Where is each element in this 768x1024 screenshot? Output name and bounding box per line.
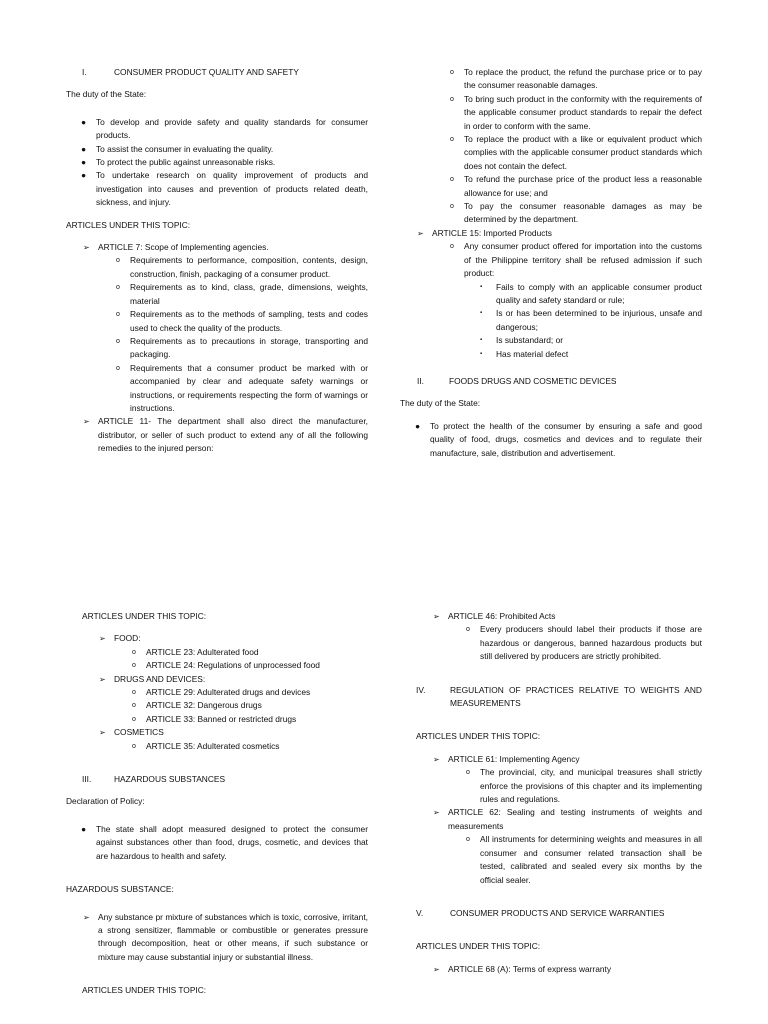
sub-item: o ARTICLE 32: Dangerous drugs — [114, 699, 368, 712]
sub-item: o To refund the purchase price of the product less a reasonable allowance for use; and — [450, 174, 702, 198]
circle-marker: o — [450, 176, 454, 184]
circle-marker: o — [450, 95, 454, 103]
circle-marker: o — [450, 243, 454, 251]
sub-item: o To bring such product in the conformity with the requirements of the applicable consumer product standards to repair the defect in order to conform with the same. — [450, 93, 702, 131]
sub-item: o Requirements as to kind, class, grade, dimensions, weights, material — [116, 282, 368, 306]
definition-list — [66, 911, 368, 965]
sub-item: o To replace the product with a like or equivalent product which complies with the applicable consumer product standards which does not contain the defect. — [450, 134, 702, 171]
circle-marker: o — [132, 689, 136, 697]
category-cosmetics: ➢ COSMETICS o ARTICLE 35: Adulterated cosmetics — [82, 726, 368, 753]
bullet-marker: ● — [81, 170, 87, 181]
circle-marker: o — [450, 136, 454, 144]
duty-list — [400, 420, 702, 460]
section-title: REGULATION OF PRACTICES RELATIVE TO WEIGHTS AND MEASUREMENTS — [450, 684, 702, 709]
circle-marker: o — [116, 337, 120, 345]
square-marker: ▪ — [480, 310, 483, 317]
arrow-marker: ➢ — [83, 417, 90, 427]
right-column-top — [400, 66, 702, 460]
section-number: V. — [416, 907, 424, 918]
duty-list — [66, 116, 368, 210]
sub-item: o The provincial, city, and municipal treasures shall strictly enforce the provisions of this chapter and its implementing rules and regulations. — [466, 767, 702, 805]
left-column-top — [66, 66, 368, 456]
articles-heading: ARTICLES UNDER THIS TOPIC: — [416, 941, 541, 952]
article-sublist — [448, 766, 702, 806]
category-sublist — [114, 646, 368, 673]
list-item: ● The state shall adopt measured designed to protect the consumer against substances other than food, drugs, cosmetic, and devices that are hazardous to health and safety. — [81, 823, 368, 861]
section-number: IV. — [416, 684, 426, 695]
article-list — [400, 610, 702, 664]
articles-heading: ARTICLES UNDER THIS TOPIC: — [82, 611, 207, 621]
circle-marker: o — [466, 626, 470, 634]
bullet-marker: ● — [81, 823, 87, 834]
article-item: ➢ ARTICLE 46: Prohibited Acts o Every producers should label their products if those are hazardous or dangerous, banned hazardous products but still delivered by producers are strictly prohibited. — [416, 610, 702, 664]
article-list — [400, 963, 702, 976]
hazardous-heading: HAZARDOUS SUBSTANCE: — [66, 884, 174, 895]
section-heading-4 — [400, 684, 702, 711]
section-number: III. — [82, 774, 92, 785]
sub-item: o Requirements as to the methods of sampling, tests and codes used to check the quality of the products. — [116, 309, 368, 333]
bullet-marker: ● — [81, 116, 87, 127]
circle-marker: o — [132, 662, 136, 670]
bullet-marker: ● — [81, 157, 87, 168]
arrow-marker: ➢ — [433, 808, 440, 818]
article-list — [400, 753, 702, 887]
section-title: FOODS DRUGS AND COSMETIC DEVICES — [449, 375, 617, 386]
article-item: ➢ ARTICLE 11- The department shall also direct the manufacturer, distributor, or seller of such product to extend any of all the following remedies to the injured person: — [83, 416, 368, 454]
article-sublist — [98, 254, 368, 415]
sub-item: o To pay the consumer reasonable damages as may be determined by the department. — [450, 201, 702, 225]
article-sublist — [448, 623, 702, 663]
article-item: ➢ ARTICLE 62: Sealing and testing instruments of weights and measurements o All instruments for determining weights and measures in all consumer and consumer related transaction shall be tested, calibrated and sealed every six months by the official sealer. — [416, 806, 702, 886]
section-number: II. — [417, 375, 424, 386]
condition-item: ▪ Fails to comply with an applicable consumer product quality and safety standard or rule; — [480, 281, 702, 305]
category-drugs: ➢ DRUGS AND DEVICES: o ARTICLE 29: Adulterated drugs and devices o ARTICLE 32: Dangerous drugs o ARTICLE 33: Banned or restricted drugs — [82, 673, 368, 727]
circle-marker: o — [132, 742, 136, 750]
list-item: ● To assist the consumer in evaluating the quality. — [66, 143, 368, 156]
square-marker: ▪ — [480, 283, 483, 290]
arrow-marker: ➢ — [433, 964, 440, 974]
sub-item: o Any consumer product offered for importation into the customs of the Philippine territory shall be refused admission if such product: ▪ Fails to comply with an applicable consumer product quality and safety standard or rule; ▪ Is or has been determined to be injurious, unsafe and dangerous; ▪ Is substandard; or ▪ Has material defect — [432, 240, 702, 361]
square-marker: ▪ — [480, 337, 483, 344]
category-sublist — [114, 740, 368, 753]
definition-item: ➢ Any substance pr mixture of substances which is toxic, corrosive, irritant, a strong sensitizer, flammable or combustible or generates pressure through decomposition, heat or other means, if such substance or mixture may cause substantial injury or substantial illness. — [83, 911, 368, 962]
sub-item: o Requirements to performance, composition, contents, design, construction, finish, packaging of a consumer product. — [116, 255, 368, 279]
square-marker: ▪ — [480, 350, 483, 357]
bullet-marker: ● — [415, 420, 421, 431]
arrow-marker: ➢ — [99, 674, 106, 684]
article-sublist — [432, 240, 702, 361]
articles-heading: ARTICLES UNDER THIS TOPIC: — [66, 219, 191, 230]
section-heading-2 — [400, 375, 702, 388]
arrow-marker: ➢ — [433, 612, 440, 621]
arrow-marker: ➢ — [417, 228, 424, 238]
sub-item: o Requirements as to precautions in storage, transporting and packaging. — [116, 335, 368, 360]
condition-list — [464, 281, 702, 361]
bullet-marker: ● — [81, 143, 87, 154]
arrow-marker: ➢ — [433, 754, 440, 764]
sub-item: o ARTICLE 35: Adulterated cosmetics — [114, 740, 368, 753]
section-heading-1 — [66, 66, 368, 79]
sub-item: o Requirements that a consumer product be marked with or accompanied by clear and adequate safety warnings or instructions, or requirements respecting the form of warnings or instructions. — [116, 362, 368, 413]
sub-item: o ARTICLE 23: Adulterated food — [114, 646, 368, 659]
arrow-marker: ➢ — [99, 728, 106, 738]
condition-item: ▪ Is or has been determined to be injurious, unsafe and dangerous; — [480, 308, 702, 332]
circle-marker: o — [450, 203, 454, 211]
articles-heading: ARTICLES UNDER THIS TOPIC: — [416, 731, 541, 742]
article-list — [66, 241, 368, 456]
list-item: ● To develop and provide safety and quality standards for consumer products. — [81, 116, 368, 141]
sub-item: o ARTICLE 33: Banned or restricted drugs — [114, 713, 368, 726]
arrow-marker: ➢ — [83, 243, 90, 253]
circle-marker: o — [466, 836, 470, 844]
circle-marker: o — [116, 257, 120, 265]
declaration-label: Declaration of Policy: — [66, 796, 145, 807]
list-item: ● To protect the health of the consumer by ensuring a safe and good quality of food, drugs, cosmetics and devices and to regulate their manufacture, sale, distribution and advertisement. — [415, 420, 702, 458]
circle-marker: o — [132, 715, 136, 723]
circle-marker: o — [116, 364, 120, 372]
circle-marker: o — [466, 769, 470, 777]
section-title: CONSUMER PRODUCTS AND SERVICE WARRANTIES — [450, 907, 665, 918]
article-item: ➢ ARTICLE 68 (A): Terms of express warranty — [416, 963, 702, 976]
section-title: HAZARDOUS SUBSTANCES — [114, 774, 226, 785]
list-item: ● To protect the public against unreasonable risks. — [66, 156, 368, 169]
category-food: ➢ FOOD: o ARTICLE 23: Adulterated food o ARTICLE 24: Regulations of unprocessed food — [82, 632, 368, 672]
condition-item: ▪ Has material defect — [464, 348, 702, 361]
category-list — [66, 632, 368, 753]
policy-list — [66, 823, 368, 863]
circle-marker: o — [132, 648, 136, 656]
sub-item: o Every producers should label their products if those are hazardous or dangerous, banned hazardous products but still delivered by producers are strictly prohibited. — [466, 624, 702, 662]
sub-item: o All instruments for determining weights and measures in all consumer and consumer related transaction shall be tested, calibrated and sealed every six months by the official sealer. — [466, 834, 702, 885]
sub-item: o ARTICLE 29: Adulterated drugs and devices — [114, 686, 368, 699]
arrow-marker: ➢ — [83, 912, 90, 922]
article-item: ➢ ARTICLE 15: Imported Products o Any consumer product offered for importation into the customs of the Philippine territory shall be refused admission if such product: ▪ Fails to comply with an applicable consumer product quality and safety standard or rule; ▪ Is or has been determined to be injurious, unsafe and dangerous; ▪ Is substandard; or ▪ Has material defect — [400, 227, 702, 361]
article-item: ➢ ARTICLE 61: Implementing Agency o The provincial, city, and municipal treasures shall strictly enforce the provisions of this chapter and its implementing rules and regulations. — [416, 753, 702, 807]
articles-heading: ARTICLES UNDER THIS TOPIC: — [82, 985, 207, 996]
article-list — [400, 227, 702, 361]
circle-marker: o — [116, 311, 120, 319]
category-sublist — [114, 686, 368, 726]
article-item: ➢ ARTICLE 7: Scope of Implementing agencies. o Requirements to performance, composition, contents, design, construction, finish, packaging of a consumer product. o Requirements as to kind, class, grade, dimensions, weights, material o Requirements as to the methods of sampling, tests and codes used to check the quality of the products. o Requirements as to precautions in storage, transporting and packaging. o Requirements that a consumer product be marked with or accompanied by clear and adequate safety warnings or instructions, or requirements respecting the form of warnings or instructions. — [66, 241, 368, 415]
sub-item: o To replace the product, the refund the purchase price or to pay the consumer reasonable damages. — [450, 67, 702, 91]
circle-marker: o — [450, 69, 454, 76]
left-column-bottom — [66, 610, 368, 998]
section-heading-3 — [66, 773, 368, 786]
circle-marker: o — [116, 284, 120, 292]
article-sublist — [448, 833, 702, 887]
sub-item: o ARTICLE 24: Regulations of unprocessed food — [114, 659, 368, 672]
arrow-marker: ➢ — [99, 634, 106, 644]
list-item: ● To undertake research on quality improvement of products and investigation into causes and prevention of products related death, sickness, and injury. — [81, 170, 368, 208]
circle-marker: o — [132, 702, 136, 710]
section-heading-5 — [400, 907, 702, 920]
section-number: I. — [82, 67, 87, 77]
remedies-list — [400, 66, 702, 227]
condition-item: ▪ Is substandard; or — [464, 334, 702, 347]
duty-label: The duty of the State: — [66, 89, 147, 100]
duty-label: The duty of the State: — [400, 398, 481, 409]
section-title: CONSUMER PRODUCT QUALITY AND SAFETY — [114, 67, 299, 77]
right-column-bottom — [400, 610, 702, 976]
